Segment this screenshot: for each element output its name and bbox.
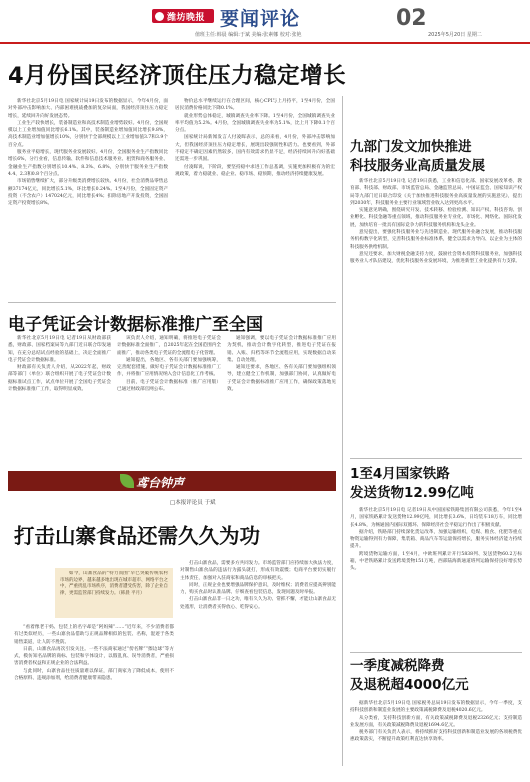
opinion-column-name: 鸢台钟声 xyxy=(136,476,185,490)
opinion-paragraph: “看着像老干妈、包装上的名字却是“阿妈辣”……”近年来，不少消费者都有过类似经历，一些山寨食品借助与正规品牌相似的包装、名称，混迹于各类销售渠道，让人防不胜防。 xyxy=(14,625,174,645)
opinion-col-1 xyxy=(14,624,174,772)
article-2-headline: 电子凭证会计数据标准推广至全国 xyxy=(8,315,263,335)
article-4-paragraph: 据介绍，铁路部门持续深化货运改革，加强运输组织，电煤、粮食、化肥等重点物资运输得到有力保障，集装箱、商品汽车等运量保持增长，服务实体经济能力持续提升。 xyxy=(350,529,522,550)
article-2-col-2 xyxy=(117,335,221,465)
column-divider xyxy=(342,96,343,766)
opinion-headline: 打击山寨食品还需久久为功 xyxy=(14,524,260,548)
article-5-paragraph: 从分类看，支持科技创新方面，有关政策减税降费及退税2326亿元；支持制造业发展方面，有关政策减税降费及退税1694.6亿元。 xyxy=(350,715,522,728)
article-5-paragraph: 据新华社北京5月19日电 国家税务总局19日发布的数据显示，今年一季度，支持科技创新和制造业发展的主要政策减税降费及退税4020.6亿元。 xyxy=(350,701,522,714)
masthead-logo xyxy=(152,9,214,23)
opinion-paragraph: 同时，正规企业也要增强品牌保护意识，及时维权；消费者应提高辨别能力，购买食品时认准品牌、仔细查看包装信息，发现问题及时举报。 xyxy=(180,582,336,596)
article-1-paragraph: 物价总水平继续运行在合理区间，核心CPI与上月持平，1至4月份，全国居民消费价格同比下降0.1%。 xyxy=(175,99,335,112)
article-3-paragraph: 实施意见明确，围绕研究开发、技术转移、检验检测、知识产权、科技咨询、创业孵化、科技金融等重点领域，推动科技服务业专业化、市场化、网络化、国际化发展，加快培育一批具有国际竞争力的科技服务机构和龙头企业。 xyxy=(350,208,522,228)
opinion-byline: □本报评论员 于斌 xyxy=(170,500,216,506)
article-1-paragraph: 就业形势总体稳定，城镇调查失业率下降。1至4月份，全国城镇调查失业率平均值为5.2%。4月份，全国城镇调查失业率为5.1%，比上月下降0.1个百分点。 xyxy=(175,113,335,134)
editor-credits: 值班主任:韩晨 编辑:于斌 美编:张素娜 校对:张艳 xyxy=(195,32,302,38)
section-title: 要闻评论 xyxy=(220,8,301,30)
page-number: 02 xyxy=(396,6,427,31)
article-5-headline: 一季度减税降费 及退税超4000亿元 xyxy=(350,658,469,693)
article-1-paragraph: 工业生产较快增长，装备制造业和高技术制造业增势较好。4月份，全国规模以上工业增加值同比增长6.1%。其中，装备制造业增加值同比增长9.8%，高技术制造业增加值增长10%，分别快于全部规模以上工业增加值3.7和3.9个百分点。 xyxy=(8,120,168,148)
article-4-body xyxy=(350,507,522,647)
section-divider xyxy=(350,652,522,653)
article-2-paragraph: 通知强调，要以电子凭证会计数据标准推广应用为契机，推动会计数字化转型，推进电子凭证在报销、入账、归档等环节全流程应用，实现数据自动采集、自动处理。 xyxy=(227,336,336,363)
logo-text: 潍坊晚报 xyxy=(167,12,206,23)
article-2-col-3 xyxy=(227,335,336,465)
article-2-paragraph: 通知提出，各地区、各有关部门要加强统筹，完善配套措施，做好电子凭证会计数据标准推广工作，并将推广应用情况纳入会计信息化工作考核。 xyxy=(117,357,221,378)
opinion-summary-box xyxy=(55,568,173,618)
section-divider xyxy=(350,458,522,459)
article-2-col-1 xyxy=(8,335,111,465)
article-3-body xyxy=(350,178,522,438)
article-4-paragraph: 跨境货物运输方面，1至4月，中欧班列累计开行5838列、发送货物60.2万标箱，中老铁路累计发送跨境货物151万吨，西部陆海新通道班列运输保持良好增长势头。 xyxy=(350,551,522,572)
article-1-paragraph: 服务业平稳增长，现代服务业发展较好。4月份，全国服务业生产指数同比增长6%，分行业看，信息传输、软件和信息技术服务业、租赁和商务服务业、金融业生产指数分别增长10.4%、8.3%、6.8%，分别快于服务业生产指数4.4、2.3和0.8个百分点。 xyxy=(8,150,168,177)
logo-emblem-icon xyxy=(155,12,164,21)
article-1-paragraph: 付凌晖说，下阶段，要坚持稳中求进工作总基调，实施更加积极有为的宏观政策，着力稳就业、稳企业、稳市场、稳预期，推动经济持续健康发展。 xyxy=(175,164,335,177)
section-divider xyxy=(8,302,336,303)
article-5-body xyxy=(350,700,522,778)
article-3-paragraph: 意见提出，要强化科技服务业与先进制造业、现代服务业融合发展，推动科技服务机构数字化转型，完善科技服务业标准体系，健全以需求为导向、以企业为主体的科技服务供给机制。 xyxy=(350,230,522,250)
opinion-column-banner xyxy=(8,471,336,491)
article-2-paragraph: 通知还要求，各地区、各有关部门要加强组织领导，建立健全工作机制，加强部门协同，认真做好电子凭证会计数据标准推广应用工作，确保政策落地见效。 xyxy=(227,365,336,393)
opinion-paragraph: 打击山寨食品非一日之功，唯有久久为功、常抓不懈，才能让山寨食品无处遁形，让消费者买得放心、吃得安心。 xyxy=(180,597,336,610)
opinion-paragraph: 与此同时，山寨食品往往质量难以保证，部门商家为了降低成本，使用不合格原料、违规添加剂，给消费者健康带来隐患。 xyxy=(14,668,174,682)
article-1-headline: 4月份国民经济顶住压力稳定增长 xyxy=(8,63,347,89)
article-3-paragraph: 新华社北京5月19日电 记者19日获悉，工业和信息化部、国家发展改革委、教育部、科技部、财政部、市场监管总局、金融监管总局、中国证监会、国家知识产权局等九部门近日联合印发《关于加快推进科技服务业高质量发展的实施意见》，提出到2030年，科技服务业主要行业领域营业收入达到更高水平。 xyxy=(350,179,522,206)
article-4-headline: 1至4月国家铁路 发送货物12.99亿吨 xyxy=(350,466,474,501)
article-1-col-2 xyxy=(175,98,335,298)
opinion-paragraph: 打击山寨食品，需要多方共同发力。市场监管部门应持续加大执法力度，对制售山寨食品的违法行为露头就打，形成有效震慑；电商平台要切实履行主体责任，加强对入驻商家和商品信息的审核把关。 xyxy=(180,561,336,581)
article-2-paragraph: 新华社北京5月19日电 记者19日从财政部获悉，财政部、国家档案局等九部门近日联合印发通知，在充分总结试点经验的基础上，决定全面推广电子凭证会计数据标准。 xyxy=(8,336,111,363)
article-3-paragraph: 意见还要求，加大财税金融支持力度，鼓励社会资本投资科技服务业，加强科技服务业人才队伍建设，优化科技服务业发展环境，为推进新型工业化提供有力支撑。 xyxy=(350,251,522,265)
opinion-summary: 如今，山寨食品的“特力而围”早已突破传统农村市场的边界，越来越多地出现在城市超市、网络平台之中，严重扰乱市场秩序，消费者遭受伤害，除了企业自律，更需监管部门持续发力。（韩晨 平月） xyxy=(60,571,168,596)
masthead-rule xyxy=(0,42,530,44)
article-2-paragraph: 目前，电子凭证会计数据标准（推广应用版）已通过财政部官网公布。 xyxy=(117,379,221,393)
article-2-paragraph: 该负责人介绍，通知明确，将推进电子凭证会计数据标准全面推广，自2025年起在全国范围内全面推广，推动各类电子凭证的全流程电子化管理。 xyxy=(117,336,221,356)
article-5-paragraph: 税务部门有关负责人表示，将持续抓好支持科技创新和制造业发展的各项税费优惠政策落实，不断提升政策红利直达快享效率。 xyxy=(350,730,522,743)
article-3-headline: 九部门发文加快推进 科技服务业高质量发展 xyxy=(350,139,485,174)
article-4-paragraph: 新华社北京5月19日电 记者19日从中国国家铁路集团有限公司获悉，今年1至4月，国家铁路累计发送货物12.99亿吨，同比增长3.6%，日均装车18万车，同比增长4.8%，为畅通国内国际双循环、保障经济社会平稳运行作出了积极贡献。 xyxy=(350,508,522,528)
issue-date: 2025年5月20日 星期二 xyxy=(428,32,482,38)
article-1-paragraph: 国家统计局新闻发言人付凌晖表示，总的来看，4月份，外部冲击影响加大，但我国经济顶住压力稳定增长，展现出较强韧性和活力。也要看到，外部不稳定不确定因素仍然较多，国内有效需求仍显不足，经济持续回升向好基础还需进一步巩固。 xyxy=(175,135,335,163)
masthead xyxy=(0,0,530,44)
opinion-col-2 xyxy=(180,560,336,772)
article-1-paragraph: 市场销售继续扩大，部分升级类消费增长较快。4月份，社会消费品零售总额37174亿元，同比增长5.1%，环比增长0.24%。1至4月份，全国固定资产投资（不含农户）147024亿元，同比增长4%；扣除房地产开发投资，全国固定资产投资增长8%。 xyxy=(8,179,168,207)
article-2-paragraph: 财政部有关负责人介绍，从2022年起，财政部等部门（单位）联合组织开展了电子凭证会计数据标准试点工作，试点单位开展了全国电子凭证会计数据标准推广工作，取得明显成效。 xyxy=(8,365,111,393)
article-1-paragraph: 新华社北京5月19日电 国家统计局19日发布的数据显示，今年4月份，面对外部冲击影响加大、内部困难挑战叠加的复杂局面，我国经济顶住压力稳定增长，延续回升向好发展态势。 xyxy=(8,99,168,119)
column-banner-leaf-icon xyxy=(120,474,134,488)
article-1-col-1 xyxy=(8,98,168,298)
opinion-paragraph: 日前，山寨食品再次引发关注。一些不法商家通过“傍名牌”“擦边球”等方式，模仿知名品牌的商标、包装和字体设计，以假乱真、误导消费者，严重损害消费者权益和正规企业的合法利益。 xyxy=(14,646,174,667)
